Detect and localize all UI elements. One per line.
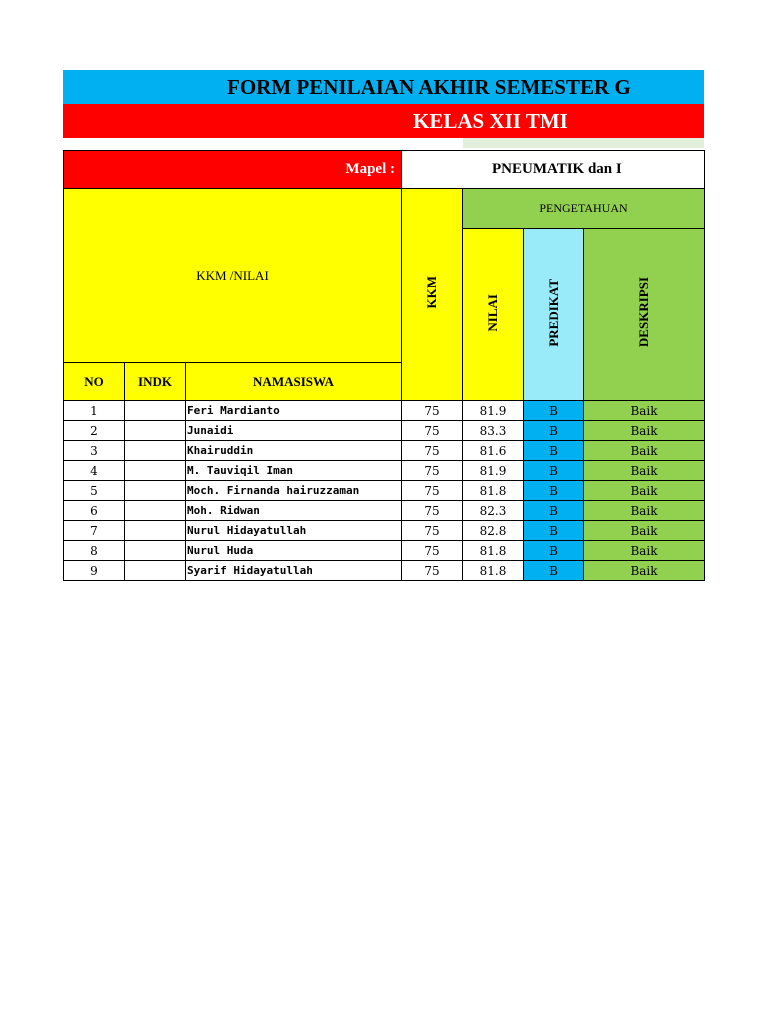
- nilai-label: NILAI: [485, 293, 500, 332]
- table-row: [64, 461, 705, 481]
- kkm-cell[interactable]: 75: [402, 481, 463, 501]
- kkm-cell[interactable]: 75: [402, 461, 463, 481]
- table-row: [64, 501, 705, 521]
- form-title: FORM PENILAIAN AKHIR SEMESTER G: [227, 75, 631, 99]
- deskripsi-cell[interactable]: Baik: [584, 541, 705, 561]
- deskripsi-header: [584, 229, 705, 401]
- no-cell[interactable]: 1: [64, 401, 125, 421]
- indk-cell[interactable]: [125, 521, 186, 541]
- nama-cell[interactable]: Nurul Hidayatullah: [186, 521, 402, 541]
- nama-cell[interactable]: Feri Mardianto: [186, 401, 402, 421]
- nilai-cell[interactable]: 82.8: [463, 521, 524, 541]
- no-cell[interactable]: 7: [64, 521, 125, 541]
- mapel-label-cell: [64, 151, 402, 189]
- predikat-header: [524, 229, 584, 401]
- nama-cell[interactable]: Syarif Hidayatullah: [186, 561, 402, 581]
- no-cell[interactable]: 5: [64, 481, 125, 501]
- predikat-label: PREDIKAT: [545, 278, 561, 347]
- predikat-cell[interactable]: B: [524, 401, 584, 421]
- nilai-cell[interactable]: 81.8: [463, 541, 524, 561]
- nilai-cell[interactable]: 83.3: [463, 421, 524, 441]
- table-row: [64, 421, 705, 441]
- deskripsi-label: DESKRIPSI: [636, 277, 651, 348]
- predikat-cell[interactable]: B: [524, 541, 584, 561]
- predikat-cell[interactable]: B: [524, 481, 584, 501]
- kkm-cell[interactable]: 75: [402, 421, 463, 441]
- kkm-cell[interactable]: 75: [402, 561, 463, 581]
- deskripsi-cell[interactable]: Baik: [584, 501, 705, 521]
- predikat-cell[interactable]: B: [524, 421, 584, 441]
- predikat-cell[interactable]: B: [524, 501, 584, 521]
- deskripsi-cell[interactable]: Baik: [584, 421, 705, 441]
- kkm-cell[interactable]: 75: [402, 401, 463, 421]
- deskripsi-cell[interactable]: Baik: [584, 521, 705, 541]
- no-cell[interactable]: 6: [64, 501, 125, 521]
- nama-header: [186, 363, 402, 401]
- nama-label: NAMASISWA: [253, 373, 334, 389]
- indk-cell[interactable]: [125, 461, 186, 481]
- nama-cell[interactable]: Moh. Ridwan: [186, 501, 402, 521]
- indk-cell[interactable]: [125, 401, 186, 421]
- kkm-label: KKM: [424, 276, 439, 309]
- indk-label: INDK: [138, 373, 172, 389]
- table-row: [64, 561, 705, 581]
- nilai-cell[interactable]: 81.9: [463, 401, 524, 421]
- kkm-header: [402, 189, 463, 401]
- pengetahuan-header: [463, 189, 705, 229]
- deskripsi-cell[interactable]: Baik: [584, 441, 705, 461]
- spacer-green-fill: [463, 138, 704, 148]
- class-title: KELAS XII TMI: [413, 109, 568, 133]
- deskripsi-cell[interactable]: Baik: [584, 561, 705, 581]
- indk-cell[interactable]: [125, 541, 186, 561]
- mapel-value: PNEUMATIK dan I: [492, 161, 622, 177]
- class-title-bar: [63, 104, 704, 138]
- grade-table: [63, 150, 705, 581]
- nilai-cell[interactable]: 82.3: [463, 501, 524, 521]
- table-row: [64, 441, 705, 461]
- no-cell[interactable]: 8: [64, 541, 125, 561]
- no-label: NO: [84, 373, 104, 389]
- nama-cell[interactable]: Junaidi: [186, 421, 402, 441]
- table-row: [64, 541, 705, 561]
- no-cell[interactable]: 9: [64, 561, 125, 581]
- indk-cell[interactable]: [125, 561, 186, 581]
- predikat-cell[interactable]: B: [524, 561, 584, 581]
- nama-cell[interactable]: Moch. Firnanda hairuzzaman: [186, 481, 402, 501]
- nama-cell[interactable]: M. Tauviqil Iman: [186, 461, 402, 481]
- kkm-cell[interactable]: 75: [402, 501, 463, 521]
- predikat-cell[interactable]: B: [524, 521, 584, 541]
- nilai-cell[interactable]: 81.9: [463, 461, 524, 481]
- form-title-bar: [63, 70, 704, 104]
- nama-cell[interactable]: Khairuddin: [186, 441, 402, 461]
- indk-header: [125, 363, 186, 401]
- spacer-strip: [63, 138, 704, 150]
- deskripsi-cell[interactable]: Baik: [584, 461, 705, 481]
- deskripsi-cell[interactable]: Baik: [584, 401, 705, 421]
- kkm-cell[interactable]: 75: [402, 441, 463, 461]
- nilai-cell[interactable]: 81.6: [463, 441, 524, 461]
- mapel-label: Mapel :: [345, 161, 395, 177]
- nama-cell[interactable]: Nurul Huda: [186, 541, 402, 561]
- nilai-cell[interactable]: 81.8: [463, 561, 524, 581]
- mapel-value-cell[interactable]: [402, 151, 705, 189]
- nilai-cell[interactable]: 81.8: [463, 481, 524, 501]
- deskripsi-cell[interactable]: Baik: [584, 481, 705, 501]
- kkm-nilai-header: [64, 189, 402, 363]
- indk-cell[interactable]: [125, 501, 186, 521]
- table-row: [64, 481, 705, 501]
- nilai-header: [463, 229, 524, 401]
- predikat-cell[interactable]: B: [524, 461, 584, 481]
- kkm-nilai-label: KKM /NILAI: [196, 267, 269, 283]
- predikat-cell[interactable]: B: [524, 441, 584, 461]
- table-row: [64, 521, 705, 541]
- no-cell[interactable]: 4: [64, 461, 125, 481]
- no-header: [64, 363, 125, 401]
- kkm-cell[interactable]: 75: [402, 541, 463, 561]
- no-cell[interactable]: 2: [64, 421, 125, 441]
- kkm-cell[interactable]: 75: [402, 521, 463, 541]
- table-row: [64, 401, 705, 421]
- indk-cell[interactable]: [125, 421, 186, 441]
- no-cell[interactable]: 3: [64, 441, 125, 461]
- pengetahuan-label: PENGETAHUAN: [539, 201, 628, 215]
- indk-cell[interactable]: [125, 441, 186, 461]
- indk-cell[interactable]: [125, 481, 186, 501]
